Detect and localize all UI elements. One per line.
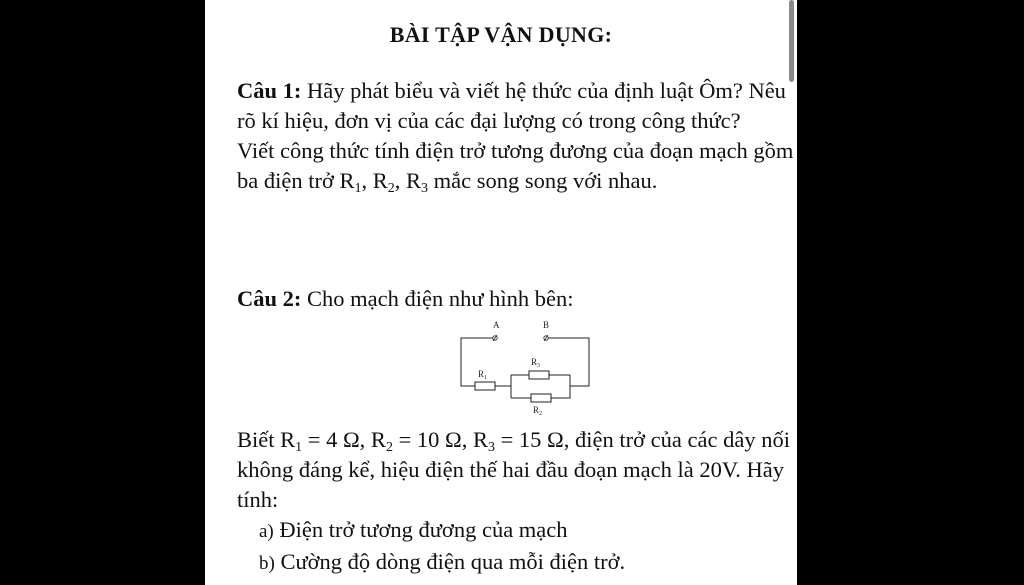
question-1-followup: Viết công thức tính điện trở tương đương của đoạn mạch gồm ba điện trở $R_1$, $R_2$, $R_3$ mắc song song với nhau. <box>237 138 794 196</box>
question-1 <box>237 76 797 196</box>
question-2-header <box>237 284 797 314</box>
question-2-body <box>237 425 797 579</box>
question-1-prompt <box>237 76 797 136</box>
question-2-given: Biết $R_1 = 4$ Ω, $R_2 = 10$ Ω, $R_3 = 15$ Ω, điện trở của các dây nối không đáng kể, hiệu điện thế hai đầu đoạn mạch là 20V. Hãy tính: <box>237 427 790 512</box>
wire-left <box>461 338 493 386</box>
resistor-r3 <box>529 371 549 379</box>
document-page <box>205 0 797 585</box>
resistor-r1-label: $R_1$ <box>478 369 488 381</box>
page-title: BÀI TẬP VẬN DỤNG: <box>389 22 613 47</box>
terminal-a-label: A <box>493 320 500 330</box>
terminal-b-label: B <box>543 320 550 330</box>
scrollbar-thumb[interactable] <box>789 0 794 82</box>
question-2-item-a: a) Điện trở tương đương của mạch <box>259 517 568 542</box>
question-2-item-b: b) Cường độ dòng điện qua mỗi điện trở. <box>259 549 626 574</box>
question-2-label: Câu 2: <box>237 286 302 311</box>
circuit-diagram <box>453 318 593 418</box>
resistor-r2-label: $R_2$ <box>533 405 543 417</box>
resistor-r3-label: $R_3$ <box>531 357 541 369</box>
question-2-intro: Cho mạch điện như hình bên: <box>301 286 574 311</box>
wire-right <box>548 338 589 386</box>
resistor-r1 <box>475 382 495 390</box>
question-1-label: Câu 1: <box>237 78 302 103</box>
question-1-text: Hãy phát biểu và viết hệ thức của định luật Ôm? Nêu rõ kí hiệu, đơn vị của các đại lượng có trong công thức? <box>237 78 786 133</box>
resistor-r2 <box>531 394 551 402</box>
